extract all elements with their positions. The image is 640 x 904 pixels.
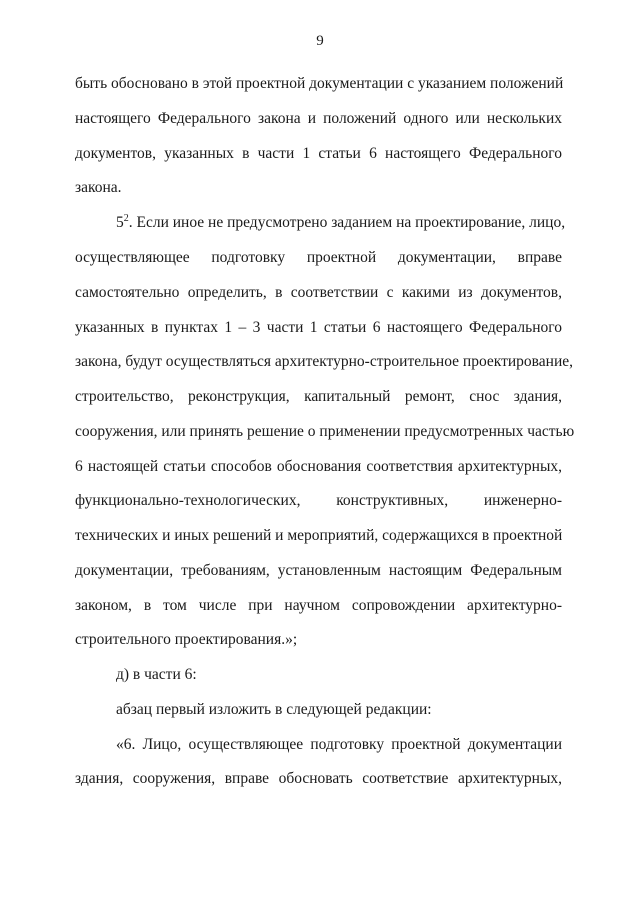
text-line: 6 настоящей статьи способов обоснования соответствия архитектурных, xyxy=(75,458,562,475)
clause-number: 5 xyxy=(116,214,124,231)
text-line: самостоятельно определить, в соответствии с какими из документов, xyxy=(75,284,562,301)
clause-superscript: 2 xyxy=(123,213,129,224)
text-line: здания, сооружения, вправе обосновать соответствие архитектурных, xyxy=(75,770,562,787)
text-line: технических и иных решений и мероприятий, содержащихся в проектной xyxy=(75,527,563,544)
text-line: закона. xyxy=(75,179,122,196)
text-line: строительство, реконструкция, капитальный ремонт, снос здания, xyxy=(75,388,562,405)
text-line: документации, требованиям, установленным настоящим Федеральным xyxy=(75,562,562,579)
text-line: указанных в пунктах 1 – 3 части 1 статьи 6 настоящего Федерального xyxy=(75,319,562,336)
text-line: настоящего Федерального закона и положений одного или нескольких xyxy=(75,110,562,127)
text-line: документов, указанных в части 1 статьи 6 настоящего Федерального xyxy=(75,145,562,162)
text-line: «6. Лицо, осуществляющее подготовку проектной документации xyxy=(116,736,562,753)
text-line: функционально-технологических, конструктивных, инженерно- xyxy=(75,492,562,509)
text-fragment: . Если иное не предусмотрено заданием на проектирование, лицо, xyxy=(128,214,566,231)
text-line: д) в части 6: xyxy=(116,666,197,683)
text-line: закона, будут осуществляться архитектурно-строительное проектирование, xyxy=(75,353,574,370)
paragraph-5-2-first-line xyxy=(116,213,566,233)
text-line: осуществляющее подготовку проектной документации, вправе xyxy=(75,249,562,266)
text-line: сооружения, или принять решение о применении предусмотренных частью xyxy=(75,423,575,440)
text-line: законом, в том числе при научном сопровождении архитектурно- xyxy=(75,597,562,614)
text-line: строительного проектирования.»; xyxy=(75,631,298,648)
text-line: абзац первый изложить в следующей редакции: xyxy=(116,701,432,718)
page-number: 9 xyxy=(316,33,324,49)
text-line: быть обосновано в этой проектной документации с указанием положений xyxy=(75,75,564,92)
